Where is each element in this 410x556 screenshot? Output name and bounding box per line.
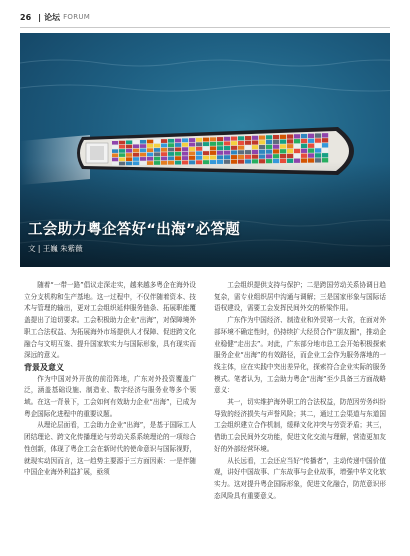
article-title: 工会助力粤企答好“出海”必答题 — [28, 222, 241, 238]
paragraph: 从理论层面看，工会助力企业“出海”，是基于国际工人团结理论、跨文化传播理论与劳动关系系统理论的一项综合性创新，体现了粤企工会在新时代的使命意识与国际视野，就现实动因而言，这一趋势主要源于三方面因素：一是伴随中国企业海外利益扩展，亟须 — [24, 421, 196, 477]
left-column — [24, 280, 196, 479]
right-column — [214, 280, 386, 502]
paragraph: 作为中国对外开放的前沿阵地，广东对外投资覆盖广泛，涵盖基础设施、制造业、数字经济与服务业等多个领域。在这一背景下，工会如何有效助力企业“出海”，已成为粤企国际化进程中的重要议题。 — [24, 374, 196, 418]
column-name: 论坛 — [44, 12, 61, 22]
article-byline: 文 | 王巍 朱紫薇 — [28, 244, 83, 253]
title-block — [28, 218, 368, 254]
section-heading: 背景及意义 — [24, 362, 64, 372]
page-number: 26 — [20, 12, 32, 22]
header-rule — [20, 27, 390, 28]
column-name-english: FORUM — [63, 13, 91, 21]
paragraph: 广东作为中国经济、制造业和外贸第一大省，在面对外部环境不确定性时，仍持续扩大经贸合作“朋友圈”，推动企业稳健“走出去”。对此，广东部分地市总工会开始积极探索服务企业“出海”的有效路径，而企业工会作为服务落地的一线主体，应在实践中突出差异化，探索符合企业实际的服务模式。笔者认为，工会助力粤企“出海”至少具备三方面战略意义： — [214, 316, 386, 395]
paragraph: 其一，切实维护海外职工的合法权益，防范因劳务纠纷导致的经济损失与声誉风险；其二，通过工会渠道与东道国工会组织建立合作机制，缓释文化冲突与劳资矛盾；其三，借助工会民间外交功能，促进文化交流与理解，营造更加友好的外部经营环境。 — [214, 398, 386, 453]
page-header — [20, 8, 390, 26]
paragraph: 工会组织提供支持与保护；二是跨国劳动关系协调日趋复杂，需专业组织居中沟通与调解；三是国家形象与国际话语权建设，需要工会发挥民间外交的桥梁作用。 — [214, 281, 386, 313]
paragraph: 从长远看，工会还应当好“传播者”，主动传递中国价值观，讲好中国故事、广东故事与企业故事，增强中华文化软实力。这对提升粤企国际形象，促进文化融合，防范意识形态风险具有重要意义。 — [214, 456, 386, 500]
header-separator: | — [38, 12, 42, 22]
paragraph: 随着“一带一路”倡议走深走实，越来越多粤企在海外设立分支机构和生产基地。这一过程中，不仅伴随着资本、技术与管理的输出，更对工会组织延伸服务链条、拓展职能覆盖提出了迫切要求。工会积极助力企业“出海”，对保障境外职工合法权益、为拓展海外市场提供人才保障、促进跨文化融合与文明互鉴、提升国家软实力与国际形象，具有现实而深远的意义。 — [24, 281, 196, 360]
